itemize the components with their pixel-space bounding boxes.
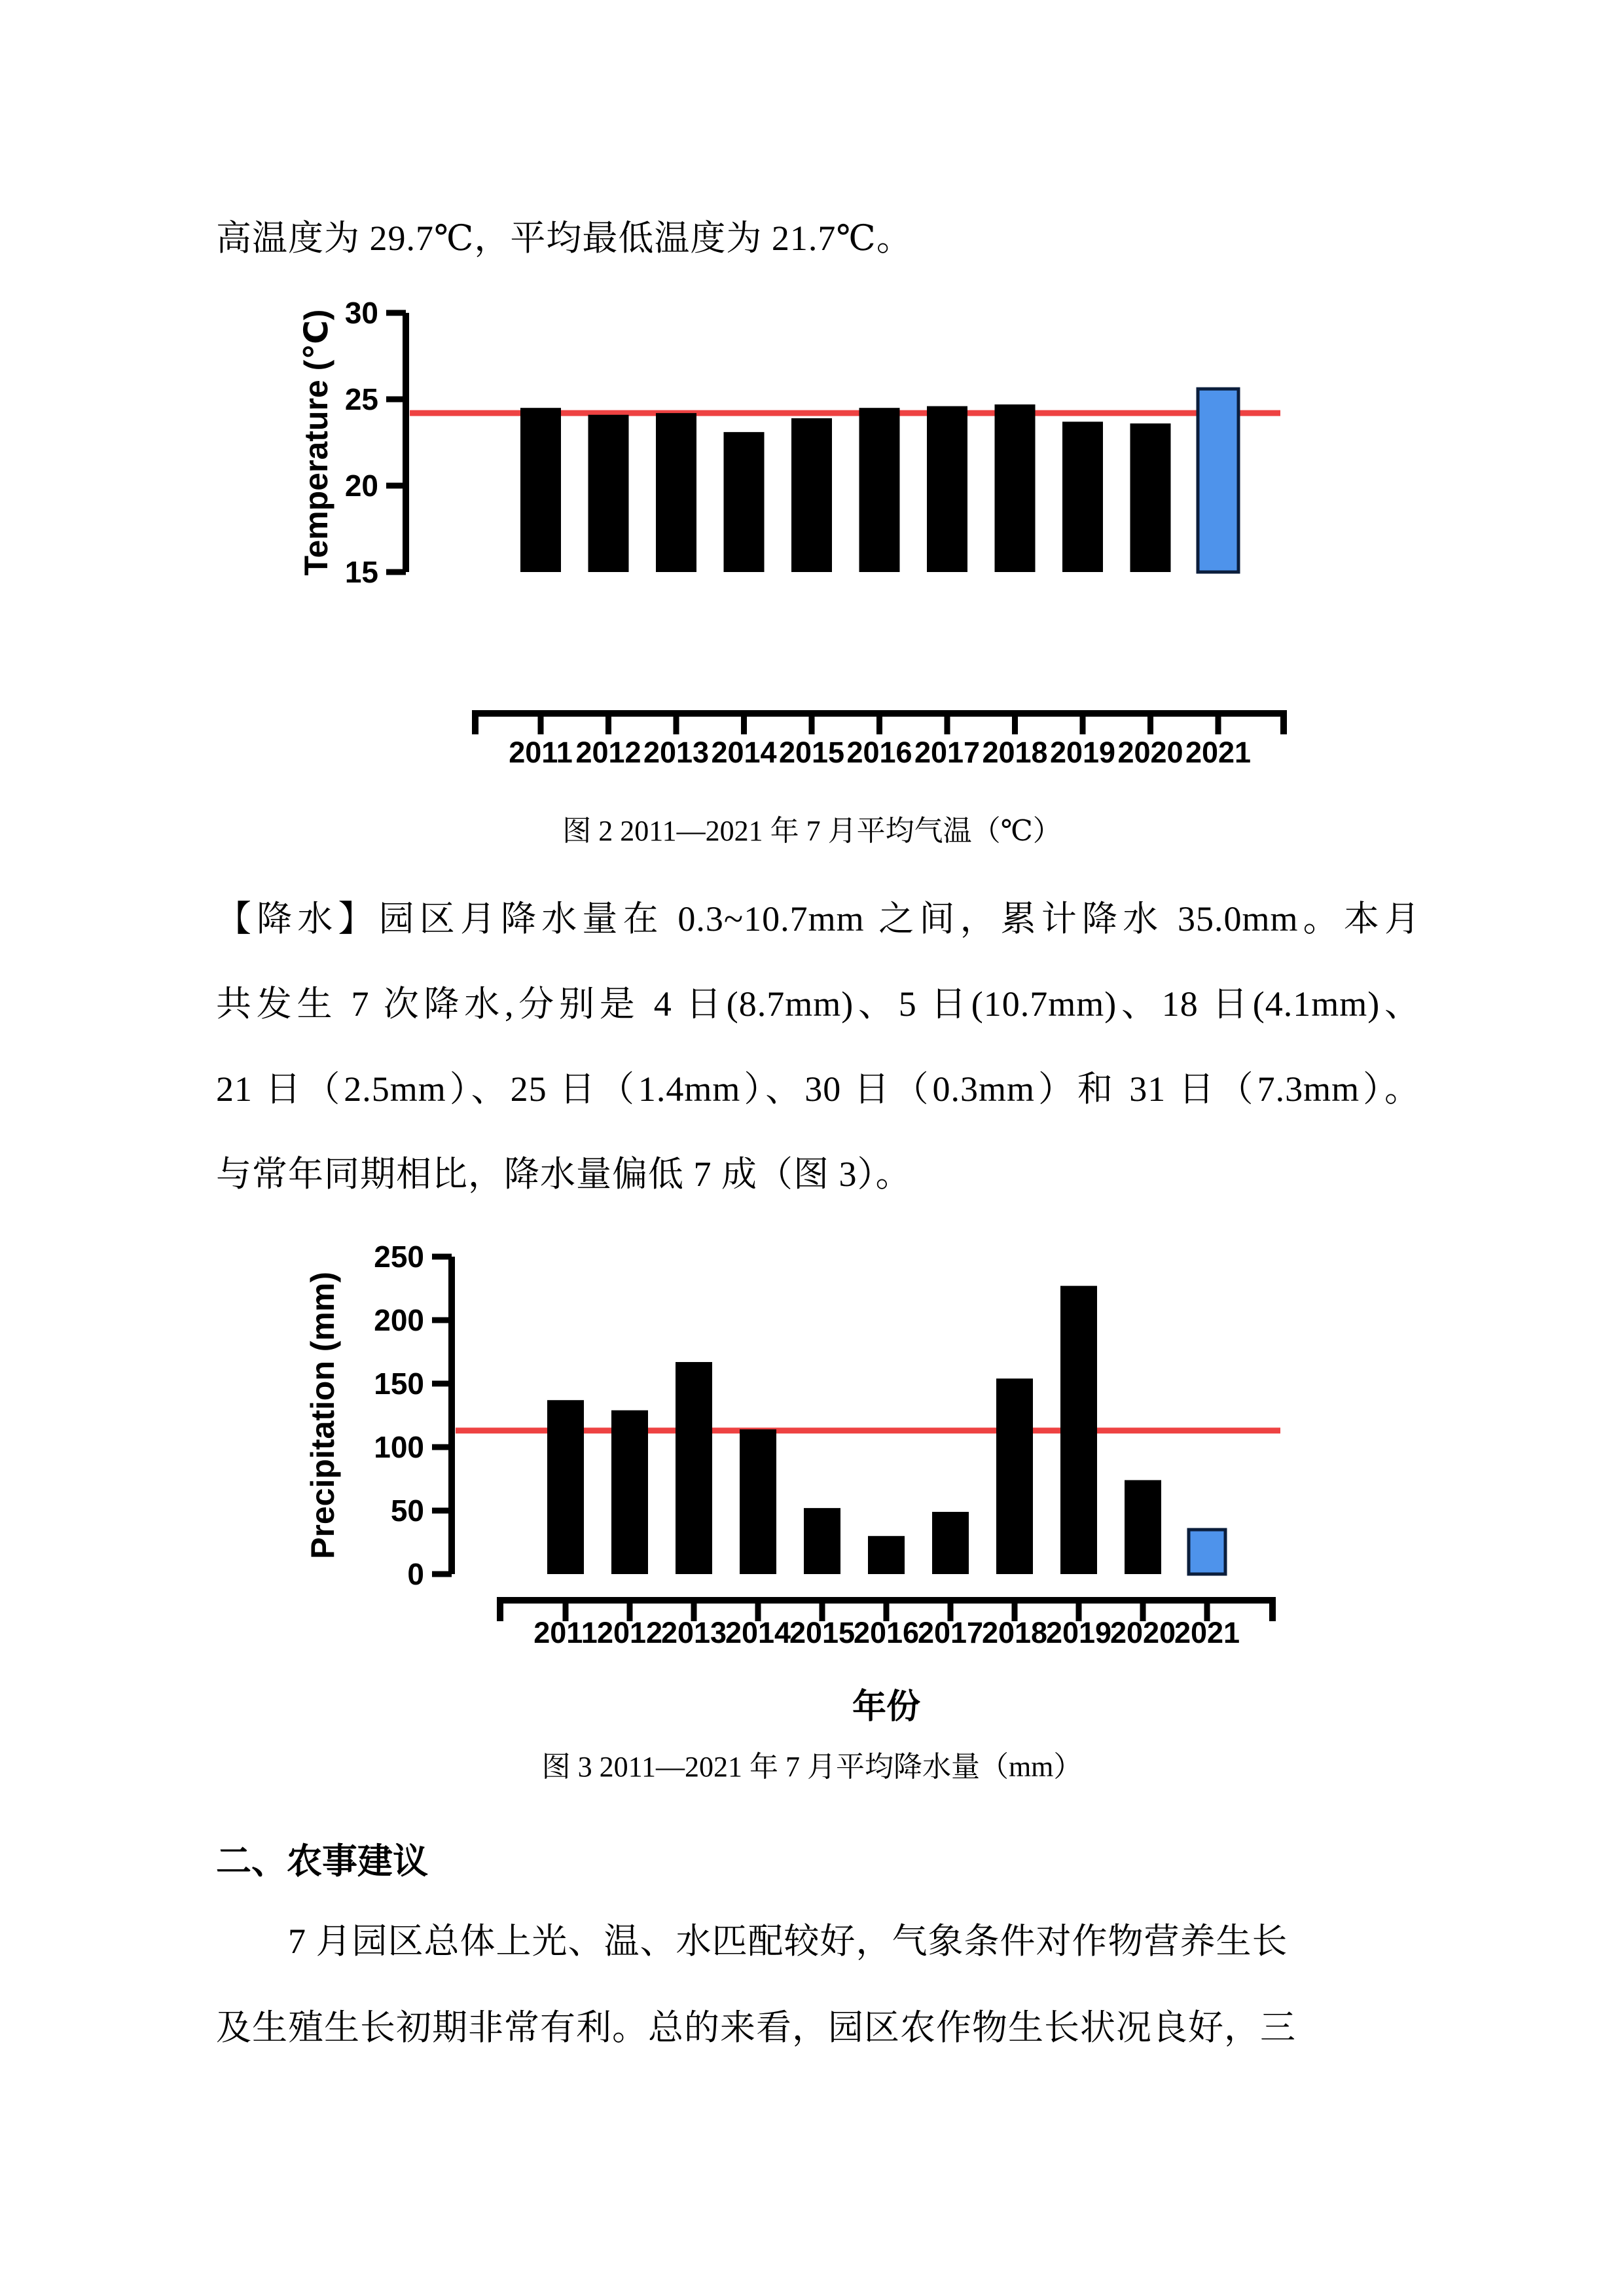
y-tick-label: 200 (374, 1303, 424, 1337)
y-tick-label: 50 (390, 1494, 424, 1528)
bar-2011 (547, 1400, 584, 1574)
x-tick-label: 2011 (509, 736, 573, 769)
y-axis-title: Precipitation (mm) (304, 1272, 341, 1559)
figure2-caption: 图 2 2011—2021 年 7 月平均气温（℃） (562, 815, 1062, 847)
x-tick-label: 2015 (778, 736, 845, 769)
bar-2018 (995, 404, 1036, 572)
bar-2015 (804, 1508, 840, 1574)
x-tick-label: 2015 (789, 1616, 856, 1649)
x-tick-label: 2011 (533, 1616, 598, 1649)
bar-2019 (1062, 422, 1103, 572)
advice-paragraph-line: 7 月园区总体上光、温、水匹配较好，气象条件对作物营养生长 (288, 1922, 1288, 1961)
bar-2020 (1130, 423, 1171, 572)
x-tick-label: 2016 (846, 736, 912, 769)
precipitation-chart (249, 1211, 1309, 1748)
y-tick-label: 100 (374, 1430, 424, 1464)
bar-2017 (927, 406, 967, 572)
y-axis-title: Temperature (℃) (298, 309, 334, 576)
bar-2018 (996, 1378, 1033, 1574)
bar-2016 (859, 408, 900, 572)
x-tick-label: 2017 (914, 736, 981, 769)
bar-2015 (791, 418, 832, 572)
advice-paragraph-line: 及生殖生长初期非常有利。总的来看，园区农作物生长状况良好，三 (216, 2008, 1296, 2047)
y-tick-label: 0 (407, 1557, 424, 1591)
x-tick-label: 2016 (853, 1616, 920, 1649)
x-tick-label: 2014 (725, 1616, 791, 1649)
y-tick-label: 25 (344, 382, 378, 416)
bar-2014 (740, 1429, 776, 1574)
x-tick-label: 2012 (575, 736, 641, 769)
bar-2012 (611, 1410, 648, 1574)
x-tick-label: 2013 (643, 736, 710, 769)
x-tick-label: 2018 (982, 736, 1048, 769)
x-axis-title: 年份 (852, 1688, 921, 1726)
x-tick-label: 2021 (1174, 1616, 1240, 1649)
bar-2020 (1125, 1480, 1161, 1574)
x-tick-label: 2018 (981, 1616, 1048, 1649)
bar-highlight-2021 (1189, 1530, 1225, 1574)
x-tick-label: 2019 (1049, 736, 1116, 769)
y-tick-label: 150 (374, 1367, 424, 1401)
section-heading: 二、农事建议 (216, 1842, 428, 1881)
temperature-summary-line: 高温度为 29.7℃，平均最低温度为 21.7℃。 (216, 219, 912, 258)
x-tick-label: 2012 (596, 1616, 663, 1649)
y-tick-label: 30 (344, 296, 378, 330)
x-tick-label: 2020 (1117, 736, 1183, 769)
bar-2019 (1060, 1286, 1097, 1574)
temperature-chart (249, 281, 1309, 805)
x-tick-label: 2017 (917, 1616, 984, 1649)
x-tick-label: 2021 (1185, 736, 1252, 769)
x-tick-label: 2020 (1110, 1616, 1176, 1649)
bar-2016 (868, 1536, 905, 1574)
x-tick-label: 2013 (660, 1616, 727, 1649)
bar-2011 (520, 408, 561, 572)
x-tick-label: 2019 (1045, 1616, 1112, 1649)
rain-paragraph-line: 【降水】园区月降水量在 0.3~10.7mm 之间，累计降水 35.0mm。本月 (216, 899, 1420, 939)
y-tick-label: 15 (344, 555, 378, 589)
bar-highlight-2021 (1198, 389, 1238, 572)
bar-2013 (656, 413, 696, 572)
bar-2014 (724, 432, 765, 572)
y-tick-label: 250 (374, 1240, 424, 1274)
bar-2012 (588, 415, 629, 572)
bar-2017 (932, 1512, 969, 1574)
bar-2013 (676, 1362, 712, 1574)
y-tick-label: 20 (344, 469, 378, 503)
rain-paragraph-line: 21 日（2.5mm）、25 日（1.4mm）、30 日（0.3mm）和 31 日（7.3mm）。 (216, 1069, 1420, 1109)
rain-paragraph-line: 共发生 7 次降水,分别是 4 日(8.7mm)、5 日(10.7mm)、18 日(4.1mm)、 (216, 984, 1420, 1024)
figure3-caption: 图 3 2011—2021 年 7 月平均降水量（mm） (541, 1751, 1083, 1783)
rain-paragraph-line: 与常年同期相比，降水量偏低 7 成（图 3）。 (216, 1155, 912, 1194)
x-tick-label: 2014 (711, 736, 777, 769)
